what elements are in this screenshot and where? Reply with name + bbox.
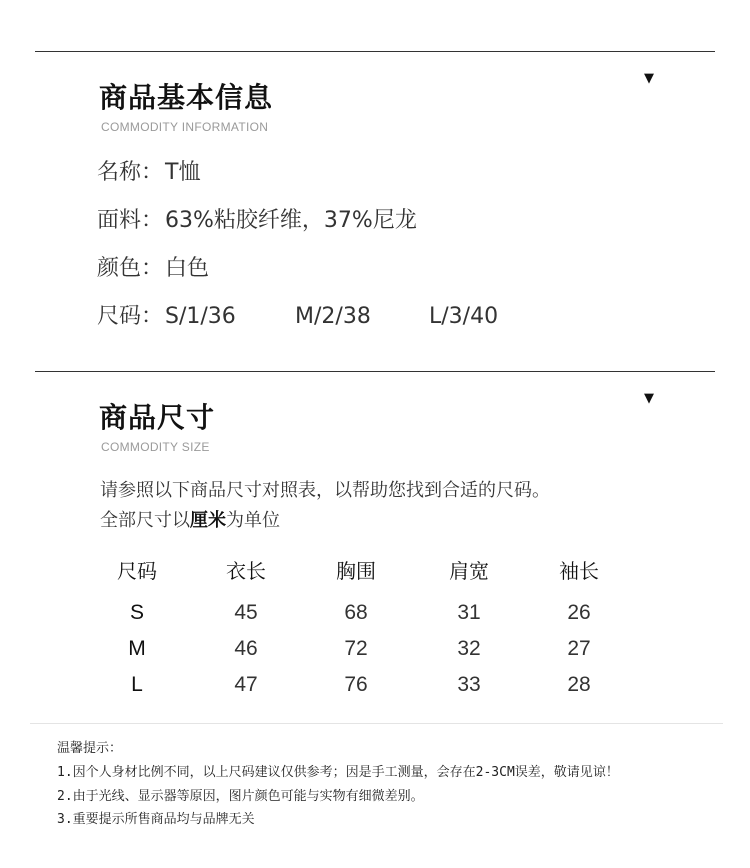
section-subtitle-basic-info: COMMODITY INFORMATION xyxy=(101,120,269,134)
table-cell-length: 47 xyxy=(234,673,258,696)
section-subtitle-size: COMMODITY SIZE xyxy=(101,440,210,454)
info-value: 白色 xyxy=(165,256,210,281)
triangle-down-icon[interactable]: ▼ xyxy=(644,391,654,406)
table-row-size-label: L xyxy=(131,673,143,696)
size-intro-line: 请参照以下商品尺寸对照表，以帮助您找到合适的尺码。 xyxy=(100,480,550,501)
table-cell-sleeve: 28 xyxy=(567,673,591,696)
note-item: 3.重要提示所售商品均与品牌无关 xyxy=(57,812,255,827)
table-header-length: 衣长 xyxy=(226,559,266,583)
table-cell-sleeve: 26 xyxy=(567,601,591,624)
table-cell-length: 45 xyxy=(234,601,258,624)
triangle-down-icon[interactable]: ▼ xyxy=(644,71,654,86)
info-label: 面料： xyxy=(97,208,164,233)
notes-divider xyxy=(30,723,723,724)
section-title-basic-info: 商品基本信息 xyxy=(99,81,274,114)
info-label: 尺码： xyxy=(97,304,164,329)
size-option: L/3/40 xyxy=(429,304,499,329)
section-divider xyxy=(35,51,715,52)
size-chart-table xyxy=(0,558,750,708)
size-unit-line xyxy=(100,509,280,533)
table-row-size-label: S xyxy=(129,601,144,624)
table-cell-sleeve: 27 xyxy=(567,637,591,660)
table-cell-shoulder: 31 xyxy=(457,601,481,624)
table-cell-chest: 76 xyxy=(344,673,368,696)
table-header-chest: 胸围 xyxy=(336,559,376,583)
table-row-size-label: M xyxy=(128,637,146,660)
info-value: 63%粘胶纤维，37%尼龙 xyxy=(165,208,417,233)
table-cell-shoulder: 32 xyxy=(457,637,481,660)
info-label: 名称： xyxy=(97,160,164,185)
table-cell-chest: 68 xyxy=(344,601,368,624)
table-header-sleeve: 袖长 xyxy=(559,559,599,583)
info-value: T恤 xyxy=(165,160,201,185)
info-row-size xyxy=(97,303,498,331)
notes-title: 温馨提示： xyxy=(57,741,123,756)
size-option: M/2/38 xyxy=(295,304,371,329)
unit-prefix: 全部尺寸以 xyxy=(100,510,190,531)
info-row-color xyxy=(97,255,209,283)
table-header-shoulder: 肩宽 xyxy=(449,559,489,583)
info-row-name xyxy=(97,159,200,187)
section-title-size: 商品尺寸 xyxy=(99,401,216,434)
table-cell-shoulder: 33 xyxy=(457,673,481,696)
size-options xyxy=(165,303,498,331)
note-item: 2.由于光线、显示器等原因，图片颜色可能与实物有细微差别。 xyxy=(57,789,424,804)
unit-suffix: 为单位 xyxy=(226,510,280,531)
table-header-size: 尺码 xyxy=(117,559,157,583)
unit-name: 厘米 xyxy=(190,510,226,531)
section-divider xyxy=(35,371,715,372)
note-item: 1.因个人身材比例不同，以上尺码建议仅供参考；因是手工测量，会存在2-3CM误差，敬请见谅！ xyxy=(57,765,619,780)
table-cell-length: 46 xyxy=(234,637,258,660)
info-label: 颜色： xyxy=(97,256,164,281)
size-option: S/1/36 xyxy=(165,304,236,329)
table-cell-chest: 72 xyxy=(344,637,368,660)
info-row-fabric xyxy=(97,207,417,235)
